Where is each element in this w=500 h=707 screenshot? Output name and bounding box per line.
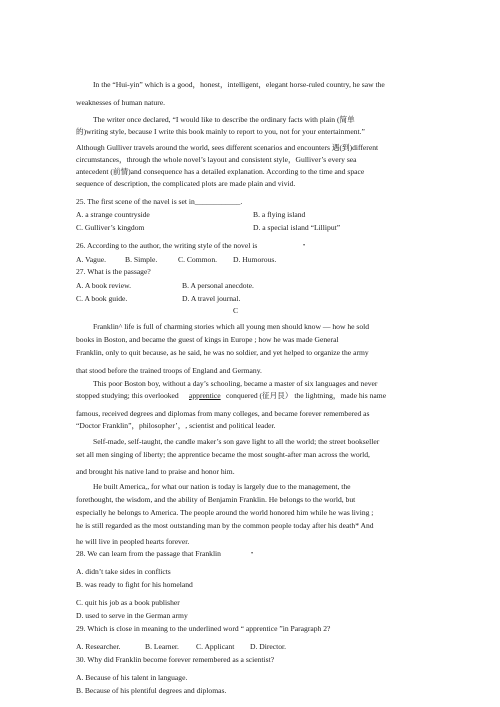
text-line: C. A book guide. [76, 294, 128, 303]
text-line: he will live in peopled hearts forever. [76, 537, 190, 546]
text-line: B. Simple. [125, 255, 158, 264]
text-line: 25. The first scene of the navel is set in____________. [76, 197, 243, 206]
text-line: books in Boston, and became the guest of kings in Europe ; how he was made General [76, 335, 339, 344]
text-line: A. Vague. [76, 255, 107, 264]
text-line: 29. Which is close in meaning to the underlined word “ apprentice ”in Paragraph 2? [76, 624, 331, 633]
text-line: Self-made, self-taught, the candle maker’s son gave light to all the world; the street bookseller [93, 437, 380, 446]
text-line: 28. We can learn from the passage that Franklin [76, 549, 221, 558]
text-line: Franklin^ life is full of charming stories which all young men should know — how he sold [93, 322, 370, 331]
text-line: A. A book review. [76, 281, 131, 290]
text-line: weaknesses of human nature. [76, 98, 165, 107]
text-line: that stood before the trained troops of England and Germany. [76, 366, 262, 375]
text-line: Franklin, only to quit because, as he said, he was no soldier, and yet helped to organize the army [76, 348, 369, 357]
text-line: C [233, 306, 239, 315]
text-line: A. a strange countryside [76, 210, 150, 219]
text-line: B. Because of his plentiful degrees and diplomas. [76, 686, 227, 695]
text-line: D. A travel journal. [182, 294, 241, 303]
text-line: he is still regarded as the most outstanding man by the common people today after his death* And [76, 521, 374, 530]
text-line: stopped studying; this overlooked [76, 391, 179, 400]
text-line: C. Common. [178, 255, 218, 264]
text-line: C. Applicant [196, 642, 235, 651]
text-line: forethought, the wisdom, and the ability of Benjamin Franklin. He belongs to the world, but [76, 495, 356, 504]
text-line: This poor Boston boy, without a day’s schooling, became a master of six languages and never [93, 379, 378, 388]
text-line: D. a special island “Lilliput” [253, 223, 341, 232]
text-line: A. didn’t take sides in conflicts [76, 567, 171, 576]
text-line: D. Director. [250, 642, 287, 651]
text-line: 30. Why did Franklin become forever remembered as a scientist? [76, 655, 275, 664]
text-line: especially he belongs to America. The people around the world honored him while he was living ; [76, 508, 374, 517]
text-line: and brought his native land to praise and honor him. [76, 467, 235, 476]
underlined-word: apprentice [189, 391, 221, 400]
bullet-mark: • [303, 243, 306, 249]
text-line: C. quit his job as a book publisher [76, 598, 180, 607]
text-line: B. was ready to fight for his homeland [76, 580, 193, 589]
text-line: C. Gulliver’s kingdom [76, 223, 145, 232]
text-line: D. used to serve in the German army [76, 611, 188, 620]
text-line: In the “Hui-yin” which is a good，honest，intelligent，elegant horse-ruled country, he saw the [93, 80, 385, 89]
text-line: A. Because of his talent in language. [76, 673, 188, 682]
text-line: B. a flying island [253, 210, 306, 219]
text-line: B. A personal anecdote. [182, 281, 254, 290]
text-line: famous, received degrees and diplomas from many colleges, and became forever remembered as [76, 409, 370, 418]
text-line: A. Researcher. [76, 642, 121, 651]
text-line: 26. According to the author, the writing style of the novel is [76, 241, 258, 250]
text-line: The writer once declared, “I would like to describe the ordinary facts with plain (简单 [93, 115, 355, 124]
text-line: conquered (征月艮） the lightning，made his name [226, 391, 387, 400]
text-line: antecedent (前情)and consequence has a detailed explanation. According to the time and space [76, 167, 365, 176]
text-line: sequence of description, the complicated plots are made plain and vivid. [76, 179, 296, 188]
text-line: 的)writing style, because I write this book mainly to report to you, not for your entertainment.” [76, 127, 365, 136]
text-line: B. Learner. [145, 642, 179, 651]
bullet-mark: • [251, 551, 254, 557]
text-line: 27. What is the passage? [76, 267, 151, 276]
text-line: set all men singing of liberty; the apprentice became the most sought-after man across the world, [76, 450, 370, 459]
text-line: D. Humorous. [233, 255, 277, 264]
text-line: “Doctor Franklin”，philosopher’，, scientist and political leader. [76, 421, 276, 430]
text-line: circumstances，through the whole novel’s layout and consistent style，Gulliver’s every sea [76, 155, 357, 164]
text-line: He built America,, for what our nation is today is largely due to the management, the [93, 482, 351, 491]
text-line: Although Gulliver travels around the world, sees different scenarios and encounters 遇(到)different [76, 143, 379, 152]
